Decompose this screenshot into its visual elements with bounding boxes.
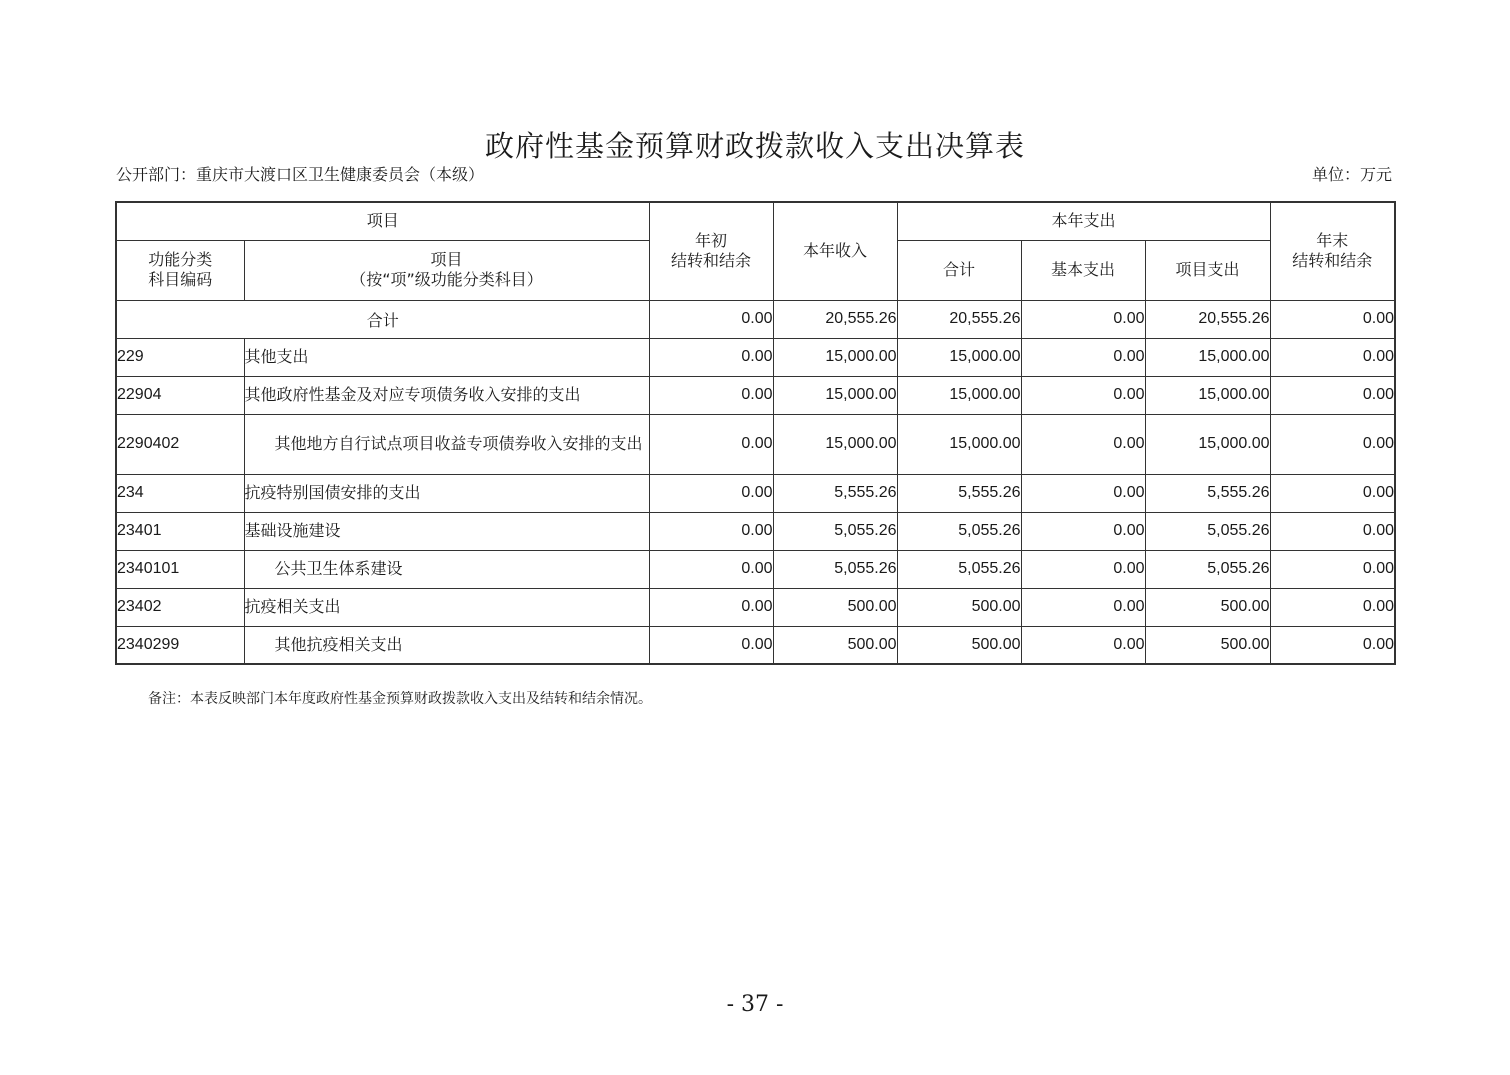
row-expense-basic: 0.00 [1021,338,1145,376]
row-code: 2340299 [116,626,244,664]
row-income: 15,000.00 [773,376,897,414]
row-code: 2340101 [116,550,244,588]
row-end-balance: 0.00 [1270,512,1395,550]
report-title: 政府性基金预算财政拨款收入支出决算表 [484,129,1025,163]
row-begin-balance: 0.00 [649,550,773,588]
row-name: 其他支出 [244,338,649,376]
total-expense-project: 20,555.26 [1145,300,1270,338]
row-end-balance: 0.00 [1270,588,1395,626]
row-expense-total: 500.00 [897,626,1021,664]
header-expense-basic: 基本支出 [1021,240,1145,300]
row-expense-basic: 0.00 [1021,512,1145,550]
row-expense-basic: 0.00 [1021,414,1145,474]
row-expense-project: 15,000.00 [1145,376,1270,414]
total-label: 合计 [116,300,649,338]
table-row [116,338,1395,376]
table-row [116,588,1395,626]
row-expense-basic: 0.00 [1021,474,1145,512]
row-expense-basic: 0.00 [1021,588,1145,626]
row-name: 抗疫特别国债安排的支出 [244,474,649,512]
table-row [116,376,1395,414]
total-income: 20,555.26 [773,300,897,338]
row-begin-balance: 0.00 [649,474,773,512]
total-expense-total: 20,555.26 [897,300,1021,338]
row-code: 23401 [116,512,244,550]
row-begin-balance: 0.00 [649,376,773,414]
row-code: 23402 [116,588,244,626]
row-expense-total: 5,055.26 [897,512,1021,550]
row-income: 500.00 [773,588,897,626]
row-expense-project: 5,055.26 [1145,512,1270,550]
page-number: - 37 - [726,992,784,1017]
budget-table [115,201,1396,665]
row-begin-balance: 0.00 [649,414,773,474]
total-row [116,300,1395,338]
row-end-balance: 0.00 [1270,550,1395,588]
row-end-balance: 0.00 [1270,376,1395,414]
table-row [116,474,1395,512]
total-begin-balance: 0.00 [649,300,773,338]
row-expense-total: 5,055.26 [897,550,1021,588]
row-expense-basic: 0.00 [1021,376,1145,414]
row-expense-project: 500.00 [1145,626,1270,664]
row-begin-balance: 0.00 [649,588,773,626]
row-income: 5,555.26 [773,474,897,512]
table-row [116,512,1395,550]
row-income: 5,055.26 [773,550,897,588]
total-expense-basic: 0.00 [1021,300,1145,338]
row-expense-project: 5,555.26 [1145,474,1270,512]
row-name: 其他政府性基金及对应专项债务收入安排的支出 [244,376,649,414]
row-expense-project: 15,000.00 [1145,414,1270,474]
row-code: 22904 [116,376,244,414]
row-name: 公共卫生体系建设 [244,550,649,588]
row-end-balance: 0.00 [1270,474,1395,512]
row-code: 2290402 [116,414,244,474]
row-expense-total: 5,555.26 [897,474,1021,512]
row-income: 500.00 [773,626,897,664]
header-expense-project: 项目支出 [1145,240,1270,300]
row-expense-project: 15,000.00 [1145,338,1270,376]
row-begin-balance: 0.00 [649,512,773,550]
unit-label: 单位：万元 [1311,165,1392,184]
header-project-group: 项目 [116,202,649,240]
header-name: 项目 （按“项”级功能分类科目） [244,240,649,300]
header-income: 本年收入 [773,202,897,300]
table-row [116,626,1395,664]
row-name: 基础设施建设 [244,512,649,550]
row-expense-total: 15,000.00 [897,414,1021,474]
row-begin-balance: 0.00 [649,626,773,664]
row-begin-balance: 0.00 [649,338,773,376]
row-name: 其他地方自行试点项目收益专项债券收入安排的支出 [244,414,649,474]
footnote: 备注：本表反映部门本年度政府性基金预算财政拨款收入支出及结转和结余情况。 [148,691,652,707]
header-begin-balance: 年初 结转和结余 [649,202,773,300]
row-expense-total: 15,000.00 [897,376,1021,414]
row-name: 抗疫相关支出 [244,588,649,626]
table-row [116,550,1395,588]
row-code: 234 [116,474,244,512]
table-row [116,414,1395,474]
row-end-balance: 0.00 [1270,338,1395,376]
header-expense-total: 合计 [897,240,1021,300]
header-code: 功能分类 科目编码 [116,240,244,300]
total-end-balance: 0.00 [1270,300,1395,338]
department-label: 公开部门：重庆市大渡口区卫生健康委员会（本级） [116,165,485,184]
row-income: 5,055.26 [773,512,897,550]
row-expense-total: 500.00 [897,588,1021,626]
row-income: 15,000.00 [773,338,897,376]
row-expense-project: 500.00 [1145,588,1270,626]
header-end-balance: 年末 结转和结余 [1270,202,1395,300]
header-expense-group: 本年支出 [897,202,1270,240]
row-income: 15,000.00 [773,414,897,474]
row-expense-basic: 0.00 [1021,550,1145,588]
row-code: 229 [116,338,244,376]
row-end-balance: 0.00 [1270,414,1395,474]
row-expense-project: 5,055.26 [1145,550,1270,588]
row-end-balance: 0.00 [1270,626,1395,664]
row-expense-total: 15,000.00 [897,338,1021,376]
row-expense-basic: 0.00 [1021,626,1145,664]
row-name: 其他抗疫相关支出 [244,626,649,664]
